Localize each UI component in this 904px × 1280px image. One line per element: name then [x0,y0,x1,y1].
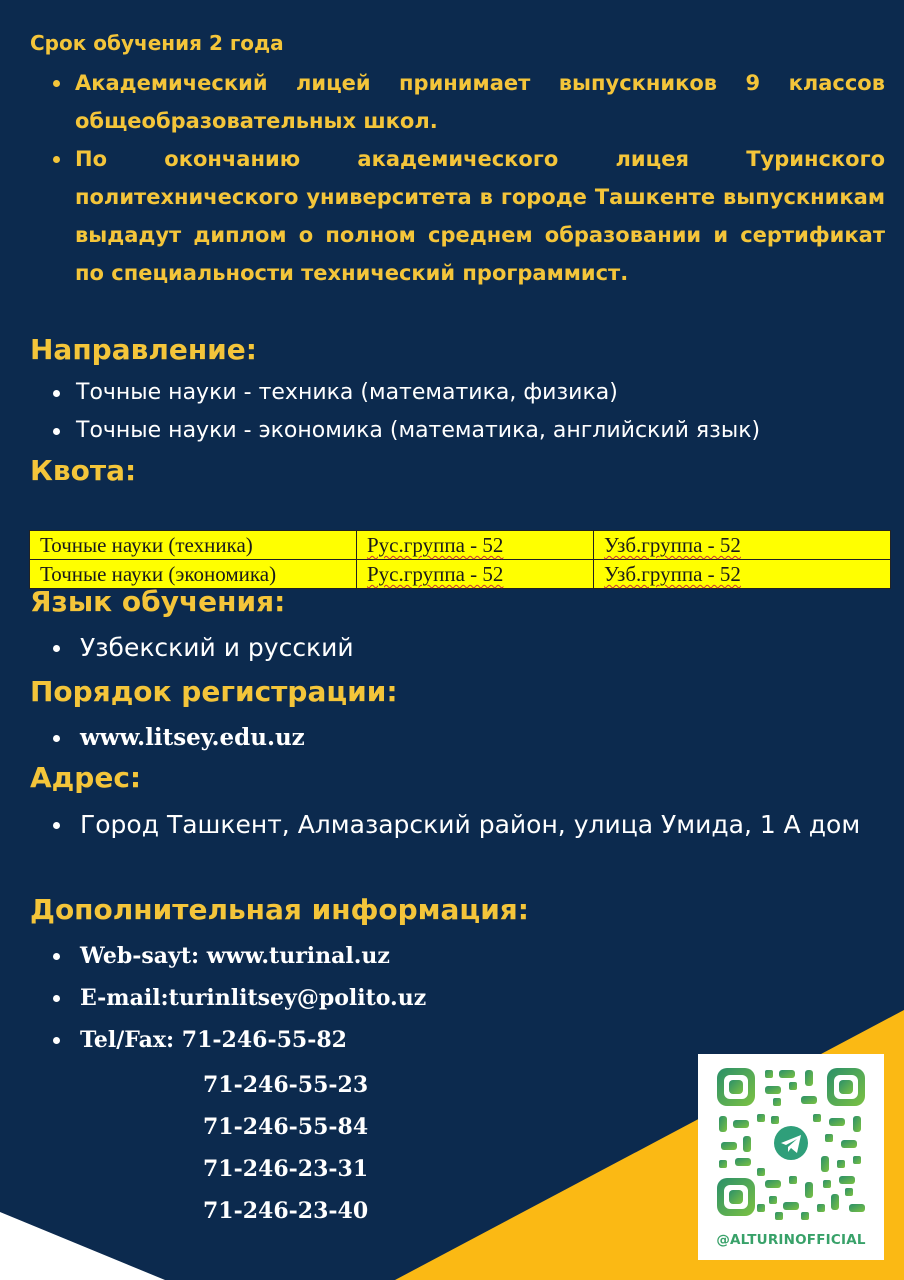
phone-item: Tel/Fax: 71-246-55-82 [80,1019,680,1061]
registration-list [80,718,880,758]
language-list [80,628,880,668]
telegram-icon [774,1126,808,1160]
list-item: Точные науки - техника (математика, физика) [76,374,896,412]
cell-text: Рус.группа - 52 [367,533,504,557]
additional-info-title: Дополнительная информация: [30,893,529,926]
phone-number: 71-246-23-31 [203,1156,369,1182]
website-link[interactable]: Web-sayt: www.turinal.uz [80,935,680,977]
phone-number: 71-246-55-84 [203,1114,369,1140]
qr-code-card[interactable] [698,1054,884,1260]
list-item: Академический лицей принимает выпускников 9 классов общеобразовательных школ. [75,64,885,140]
list-item: Узбекский и русский [80,628,880,668]
quota-title: Квота: [30,454,137,487]
extra-phones [203,1064,368,1232]
address-list [80,804,884,845]
table-cell [357,531,594,560]
cell-text: Узб.группа - 52 [604,533,741,557]
table-cell: Точные науки (техника) [30,531,357,560]
table-cell [594,531,891,560]
table-row [30,531,891,560]
table-cell [594,560,891,589]
address-title: Адрес: [30,761,142,794]
direction-list [76,374,896,450]
language-title: Язык обучения: [30,585,286,618]
registration-title: Порядок регистрации: [30,675,398,708]
additional-info-list [80,935,680,1061]
direction-title: Направление: [30,333,257,366]
list-item: По окончанию академического лицея Туринского политехнического университета в городе Ташкенте выпускникам выдадут диплом о полном среднем образовании и сертификат по специальности технический программист. [75,140,885,292]
list-item: Город Ташкент, Алмазарский район, улица Умида, 1 А дом [80,804,884,845]
phone-number: 71-246-23-40 [203,1198,369,1224]
cell-text: Узб.группа - 52 [604,562,741,586]
list-item: Точные науки - экономика (математика, английский язык) [76,412,896,450]
qr-handle: @ALTURINOFFICIAL [716,1232,866,1248]
study-term-list [75,64,885,292]
table-cell [357,560,594,589]
phone-number: 71-246-55-23 [203,1072,369,1098]
study-term-title: Срок обучения 2 года [30,31,284,55]
registration-link[interactable]: www.litsey.edu.uz [80,718,880,758]
email-link[interactable]: E-mail:turinlitsey@polito.uz [80,977,680,1019]
cell-text: Рус.группа - 52 [367,562,504,586]
table-cell: Точные науки (экономика) [30,560,357,589]
qr-code [713,1064,869,1224]
quota-table [29,530,891,589]
